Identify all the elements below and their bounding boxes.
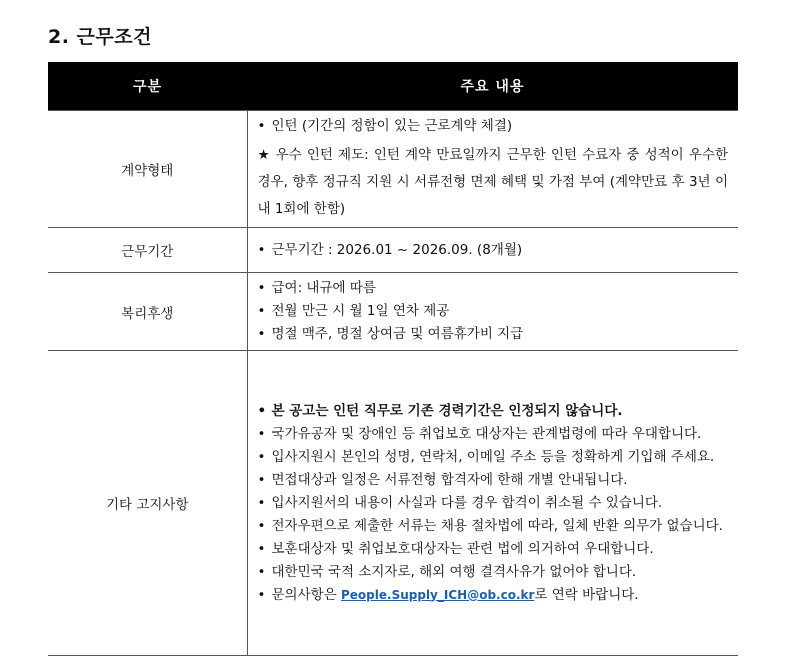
list-item: • 대한민국 국적 소지자로, 해외 여행 결격사유가 없어야 합니다. <box>258 561 729 584</box>
section-title: 2. 근무조건 <box>48 26 152 48</box>
table-row <box>48 273 738 351</box>
header-content: 주요 내용 <box>247 62 738 111</box>
list-item: • 면접대상과 일정은 서류전형 합격자에 한해 개별 안내됩니다. <box>258 469 729 492</box>
table-header-row <box>48 62 738 111</box>
bullet-icon: • <box>257 303 266 319</box>
row-content <box>247 273 738 351</box>
bullet-icon: • <box>257 517 266 534</box>
bullet-icon: • <box>257 586 266 603</box>
bullet-icon: • <box>257 494 266 511</box>
bullet-icon: • <box>257 471 266 488</box>
bullet-icon: • <box>257 563 266 580</box>
row-content <box>247 111 738 228</box>
list-item: • 급여: 내규에 따름 <box>258 277 729 300</box>
list-item: • 인턴 (기간의 정함이 있는 근로계약 체결) <box>258 115 729 138</box>
bullet-icon: • <box>257 326 266 342</box>
table-row <box>48 111 738 228</box>
list-item: • 전자우편으로 제출한 서류는 채용 절차법에 따라, 일체 반환 의무가 없습니다. <box>258 515 729 538</box>
list-item: • 입사지원서의 내용이 사실과 다를 경우 합격이 취소될 수 있습니다. <box>258 492 729 515</box>
contact-item: • 문의사항은 People.Supply_ICH@ob.co.kr로 연락 바랍니다. <box>258 584 729 607</box>
contact-email-link[interactable]: People.Supply_ICH@ob.co.kr <box>341 587 535 602</box>
row-category: 근무기간 <box>48 228 247 273</box>
row-content <box>247 351 738 656</box>
list-item: • 국가유공자 및 장애인 등 취업보호 대상자는 관계법령에 따라 우대합니다. <box>258 423 729 446</box>
table-row <box>48 228 738 273</box>
excellent-intern-note: ★ 우수 인턴 제도: 인턴 계약 만료일까지 근무한 인턴 수료자 중 성적이 우수한 경우, 향후 정규직 지원 시 서류전형 면제 혜택 및 가점 부여 (계약만료 후 3년 이내 1회에 한함) <box>257 147 728 217</box>
row-category: 기타 고지사항 <box>48 351 247 656</box>
list-item: • 명절 맥주, 명절 상여금 및 여름휴가비 지급 <box>258 323 729 346</box>
header-category: 구분 <box>48 62 247 111</box>
bullet-icon: • <box>257 241 266 258</box>
table-row <box>48 351 738 656</box>
list-item: • 근무기간 : 2026.01 ~ 2026.09. (8개월) <box>258 239 729 262</box>
list-item: • 본 공고는 인턴 직무로 기존 경력기간은 인정되지 않습니다. <box>258 400 729 423</box>
bullet-icon: • <box>257 118 266 134</box>
row-category: 계약형태 <box>48 111 247 228</box>
list-item: • 전월 만근 시 월 1일 연차 제공 <box>258 300 729 323</box>
bullet-icon: • <box>257 448 266 465</box>
bullet-icon: • <box>257 280 266 296</box>
list-item: • 보훈대상자 및 취업보호대상자는 관련 법에 의거하여 우대합니다. <box>258 538 729 561</box>
bullet-icon: • <box>257 402 267 419</box>
row-category: 복리후생 <box>48 273 247 351</box>
bullet-icon: • <box>257 425 266 442</box>
work-conditions-table <box>48 62 738 656</box>
list-item: • 입사지원시 본인의 성명, 연락처, 이메일 주소 등을 정확하게 기입해 주세요. <box>258 446 729 469</box>
row-content <box>247 228 738 273</box>
bullet-icon: • <box>257 540 266 557</box>
